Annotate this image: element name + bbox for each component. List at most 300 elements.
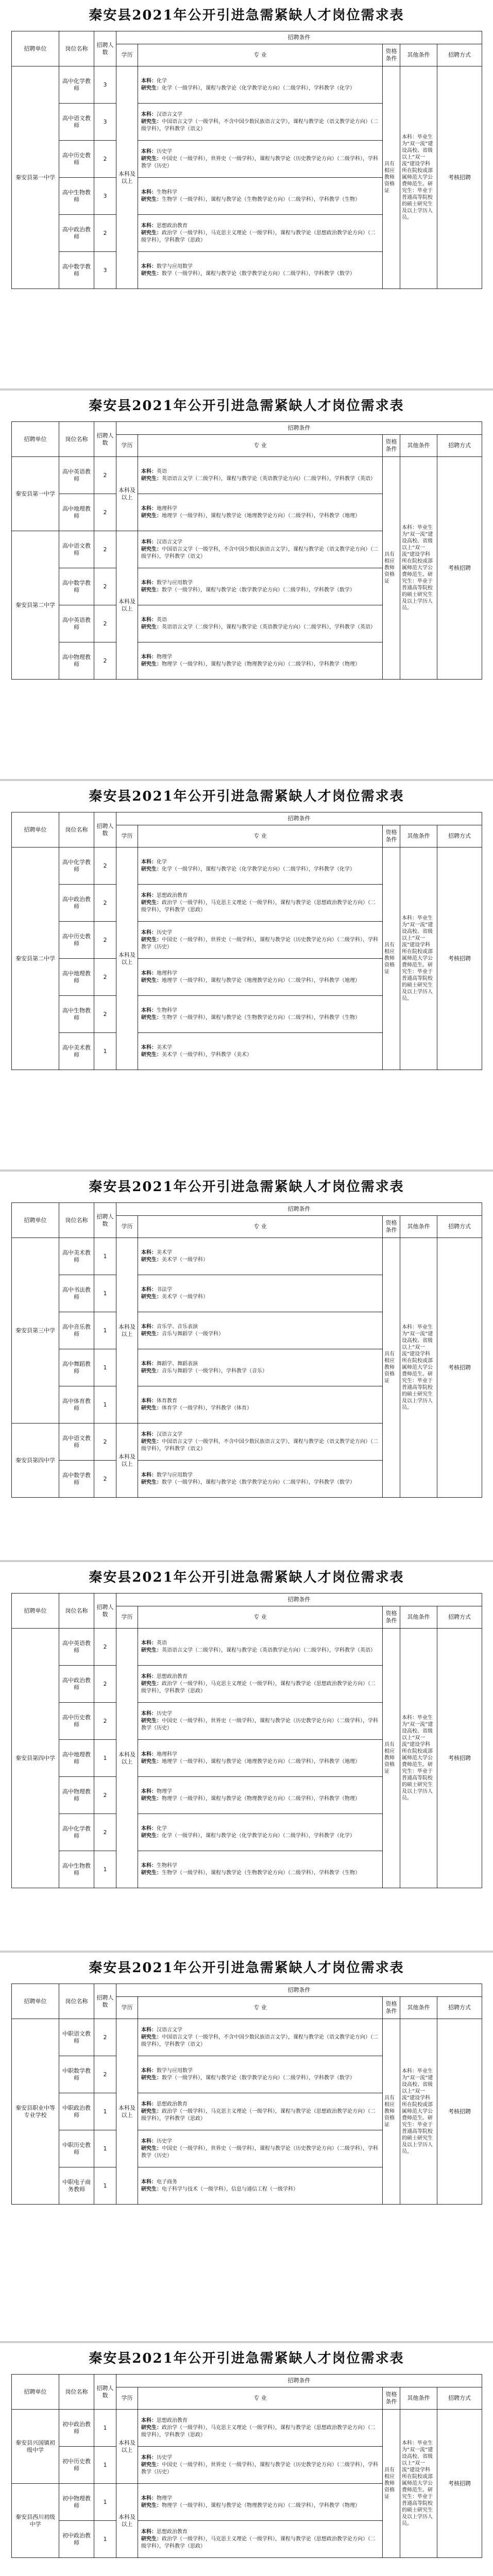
method-cell: 考核招聘 [437,848,482,1070]
header-unit: 招聘单位 [12,1594,59,1629]
post-cell: 初中政治教师 [59,2410,94,2447]
benke-label: 本科： [141,2454,157,2461]
major-cell [138,1461,383,1498]
major-cell [138,1851,383,1888]
count-cell: 1 [94,2167,116,2205]
header-unit: 招聘单位 [12,1984,59,2019]
grad-value: 化学（一级学科），课程与教学论（化学教学论方向）（二级学科），学科教学（化学） [162,85,355,91]
unit-cell: 秦安县第四中学 [12,1423,59,1498]
count-cell: 1 [94,2410,116,2447]
benke-value: 生物科学 [157,1007,177,1013]
other-cell: 本科：毕业生为“双一流”建设高校、省级以上“双一流”建设学科所在院校或部属师范大学公费师范生。研究生：毕业于普通高等院校的硕士研究生及以上学历人员。 [400,848,437,1070]
major-cell [138,1740,383,1777]
post-cell: 中职数学教师 [59,2056,94,2093]
post-cell: 高中音乐教师 [59,1312,94,1349]
benke-value: 物理学 [157,654,172,660]
post-cell: 高中数学教师 [59,252,94,289]
benke-value: 地理科学 [157,1751,177,1757]
cert-cell: 具有相应教师资格证 [383,848,400,1070]
major-cell [138,66,383,104]
table-page [0,0,493,391]
major-cell [138,1349,383,1386]
post-cell: 高中地理教师 [59,1740,94,1777]
benke-label: 本科： [141,1431,157,1437]
page-title: 秦安县2021年公开引进急需紧缺人才岗位需求表 [89,789,404,804]
benke-value: 地理科学 [157,505,177,512]
benke-value: 电子商务 [157,2179,177,2185]
grad-value: 体育学（一级学科），学科教学（体育） [162,1405,252,1411]
benke-label: 本科： [141,1007,157,1013]
major-cell [138,531,383,568]
grad-label: 研究生： [141,1833,162,1839]
header-cert: 资格条件 [383,1606,400,1629]
major-cell [138,215,383,252]
post-cell: 中职语文教师 [59,2019,94,2056]
benke-label: 本科： [141,1472,157,1478]
grad-value: 数学（一级学科），课程与教学论（数学教学论方向）（二级学科），学科教学（数学） [162,587,355,593]
major-cell [138,2093,383,2130]
benke-label: 本科： [141,223,157,229]
benke-value: 历史学 [157,2138,172,2144]
benke-value: 汉语言文学 [157,1431,182,1437]
benke-value: 美术学 [157,1044,172,1050]
benke-label: 本科： [141,1044,157,1050]
page-title: 秦安县2021年公开引进急需紧缺人才岗位需求表 [89,2351,404,2366]
header-degree: 学历 [116,825,138,848]
grad-label: 研究生： [141,2502,162,2509]
benke-label: 本科： [141,148,157,155]
header-cert: 资格条件 [383,1216,400,1238]
benke-value: 数学与应用数学 [157,2067,193,2074]
count-cell: 1 [94,2521,116,2558]
header-cert: 资格条件 [383,2387,400,2410]
benke-label: 本科： [141,2529,157,2535]
benke-label: 本科： [141,505,157,512]
other-cell: 本科：毕业生为“双一流”建设高校、省级以上“双一流”建设学科所在院校或部属师范大学公费师范生。研究生：毕业于普通高等院校的硕士研究生及以上学历人员。 [400,457,437,680]
grad-value: 电子科学与技术（一级学科），信息与通信工程（一级学科） [162,2186,298,2192]
benke-label: 本科： [141,1640,157,1646]
post-cell: 高中生物教师 [59,996,94,1033]
recruitment-table [11,2374,482,2558]
header-count: 招聘人数 [94,812,116,848]
cert-cell: 具有相应教师资格证 [383,2410,400,2558]
benke-value: 生物科学 [157,189,177,195]
count-cell: 1 [94,2093,116,2130]
major-cell [138,2521,383,2558]
count-cell: 3 [94,104,116,141]
header-post: 岗位名称 [59,1594,94,1629]
benke-value: 思想政治教育 [157,2417,188,2424]
header-unit: 招聘单位 [12,812,59,848]
major-cell [138,568,383,605]
page-title: 秦安县2021年公开引进急需紧缺人才岗位需求表 [89,8,404,23]
count-cell: 1 [94,1312,116,1349]
count-cell: 2 [94,494,116,531]
count-cell: 1 [94,2447,116,2484]
count-cell: 2 [94,2019,116,2056]
benke-value: 化学 [157,78,167,84]
count-cell: 1 [94,1349,116,1386]
grad-label: 研究生： [141,85,162,91]
header-other: 其他条件 [400,435,437,457]
benke-label: 本科： [141,1673,157,1680]
other-cell: 本科：毕业生为“双一流”建设高校、省级以上“双一流”建设学科所在院校或部属师范大学公费师范生。研究生：毕业于普通高等院校的硕士研究生及以上学历人员。 [400,1629,437,1888]
post-cell: 高中历史教师 [59,922,94,959]
grad-label: 研究生： [141,2145,162,2151]
benke-value: 物理学 [157,1788,172,1794]
major-cell [138,457,383,494]
count-cell: 1 [94,1851,116,1888]
benke-value: 英语 [157,468,167,474]
post-cell: 中职历史教师 [59,2130,94,2167]
degree-cell: 本科及以上 [116,1629,138,1888]
major-cell [138,2056,383,2093]
unit-cell: 秦安县第四中学 [12,1629,59,1888]
header-method: 招聘方式 [437,1216,482,1238]
header-conditions: 招聘条件 [116,1594,482,1606]
grad-value: 数学（一级学科），课程与教学论（数学教学论方向）（二级学科），学科教学（数学） [162,270,355,277]
grad-value: 生物学（一级学科），课程与教学论（生物教学论方向）（二级学科），学科教学（生物） [162,1870,360,1876]
header-conditions: 招聘条件 [116,422,482,435]
post-cell: 初中物理教师 [59,2484,94,2521]
recruitment-table [11,421,482,680]
major-cell [138,2410,383,2447]
grad-label: 研究生： [141,1294,162,1300]
major-cell [138,2447,383,2484]
benke-value: 思想政治教育 [157,2529,188,2535]
cert-cell: 具有相应教师资格证 [383,457,400,680]
grad-value: 美术学（一级学科） [162,1257,208,1263]
grad-label: 研究生： [141,1795,162,1802]
post-cell: 高中数学教师 [59,1461,94,1498]
header-unit: 招聘单位 [12,422,59,457]
benke-label: 本科： [141,617,157,623]
benke-value: 历史学 [157,929,172,936]
benke-label: 本科： [141,1361,157,1367]
benke-label: 本科： [141,654,157,660]
grad-value: 政治学（一级学科），马克思主义理论（一级学科），课程与教学论（思想政治教学论方向）（二级学科），学科教学（思政） [141,900,376,913]
benke-label: 本科： [141,1862,157,1869]
page-bottom-space [11,1888,482,1951]
post-cell: 高中政治教师 [59,1666,94,1703]
benke-value: 思想政治教育 [157,223,188,229]
benke-value: 历史学 [157,1710,172,1717]
degree-cell: 本科及以上 [116,848,138,1070]
header-major: 专 业 [138,1997,383,2019]
benke-value: 化学 [157,859,167,865]
count-cell: 2 [94,1629,116,1666]
header-method: 招聘方式 [437,2387,482,2410]
benke-label: 本科： [141,892,157,899]
degree-cell: 本科及以上 [116,2019,138,2205]
count-cell: 3 [94,178,116,215]
unit-cell: 秦安县职业中等专业学校 [12,2019,59,2205]
count-cell: 2 [94,959,116,996]
grad-value: 政治学（一级学科），马克思主义理论（一级学科），课程与教学论（思想政治教学论方向）（二级学科），学科教学（思政） [141,2536,376,2549]
grad-label: 研究生： [141,1870,162,1876]
header-cert: 资格条件 [383,435,400,457]
other-cell: 本科：毕业生为“双一流”建设高校、省级以上“双一流”建设学科所在院校或部属师范大学公费师范生。研究生：毕业于普通高等院校的硕士研究生及以上学历人员。 [400,2410,437,2558]
grad-value: 地理学（一级学科），课程与教学论（地理教学论方向）（二级学科），学科教学（地理） [162,1758,360,1765]
post-cell: 高中英语教师 [59,1629,94,1666]
page-title: 秦安县2021年公开引进急需紧缺人才岗位需求表 [89,398,404,414]
grad-value: 音乐与舞蹈学（一级学科） [162,1331,224,1337]
unit-cell: 秦安县西川初级中学 [12,2484,59,2558]
table-page [0,1953,493,2343]
count-cell: 1 [94,1740,116,1777]
major-cell [138,104,383,141]
benke-label: 本科： [141,2495,157,2501]
method-cell: 考核招聘 [437,1238,482,1498]
benke-label: 本科： [141,1710,157,1717]
major-cell [138,996,383,1033]
grad-value: 物理学（一级学科），课程与教学论（物理教学论方向）（二级学科），学科教学（物理） [162,661,360,667]
grad-label: 研究生： [141,1647,162,1653]
count-cell: 3 [94,252,116,289]
post-cell: 初中历史教师 [59,2447,94,2484]
benke-label: 本科： [141,78,157,84]
header-major: 专 业 [138,1606,383,1629]
benke-value: 思想政治教育 [157,2101,188,2107]
major-cell [138,959,383,996]
method-cell: 考核招聘 [437,2019,482,2205]
count-cell: 2 [94,2056,116,2093]
header-count: 招聘人数 [94,31,116,66]
header-unit: 招聘单位 [12,31,59,66]
header-cert: 资格条件 [383,44,400,66]
page-bottom-space [11,2558,482,2576]
recruitment-table [11,812,482,1070]
page-bottom-space [11,680,482,779]
post-cell: 初中政治教师 [59,2521,94,2558]
method-cell: 考核招聘 [437,1629,482,1888]
post-cell: 高中化学教师 [59,1814,94,1851]
unit-cell: 秦安县第一中学 [12,66,59,289]
grad-label: 研究生： [141,2034,162,2040]
count-cell: 1 [94,1238,116,1275]
post-cell: 高中地理教师 [59,494,94,531]
major-cell [138,141,383,178]
other-cell: 本科：毕业生为“双一流”建设高校、省级以上“双一流”建设学科所在院校或部属师范大学公费师范生。研究生：毕业于普通高等院校的硕士研究生及以上学历人员。 [400,66,437,289]
grad-value: 政治学（一级学科），马克思主义理论（一级学科），课程与教学论（思想政治教学论方向）（二级学科），学科教学（思政） [141,2425,376,2438]
header-conditions: 招聘条件 [116,1984,482,1997]
benke-label: 本科： [141,580,157,586]
major-cell [138,922,383,959]
post-cell: 高中语文教师 [59,104,94,141]
grad-label: 研究生： [141,1257,162,1263]
unit-cell: 秦安县第二中学 [12,848,59,1070]
major-cell [138,1423,383,1461]
header-major: 专 业 [138,1216,383,1238]
post-cell: 高中历史教师 [59,1703,94,1740]
benke-label: 本科： [141,263,157,269]
header-conditions: 招聘条件 [116,2375,482,2387]
grad-label: 研究生： [141,2425,162,2431]
header-other: 其他条件 [400,1997,437,2019]
count-cell: 2 [94,568,116,605]
benke-value: 数学与应用数学 [157,1472,193,1478]
grad-value: 地理学（一级学科），课程与教学论（地理教学论方向）（二级学科），学科教学（地理） [162,977,360,984]
major-cell [138,642,383,680]
count-cell: 2 [94,1423,116,1461]
major-cell [138,2167,383,2205]
header-post: 岗位名称 [59,1984,94,2019]
grad-value: 生物学（一级学科），课程与教学论（生物教学论方向）（二级学科），学科教学（生物） [162,1014,360,1021]
grad-label: 研究生： [141,661,162,667]
post-cell: 高中英语教师 [59,457,94,494]
benke-value: 汉语言文学 [157,539,182,545]
post-cell: 高中生物教师 [59,178,94,215]
major-cell [138,2019,383,2056]
benke-label: 本科： [141,859,157,865]
count-cell: 2 [94,642,116,680]
post-cell: 高中化学教师 [59,848,94,885]
count-cell: 2 [94,922,116,959]
grad-label: 研究生： [141,1718,162,1724]
grad-label: 研究生： [141,476,162,482]
benke-label: 本科： [141,2067,157,2074]
benke-value: 汉语言文学 [157,2027,182,2033]
benke-value: 英语 [157,1640,167,1646]
benke-label: 本科： [141,2027,157,2033]
table-page [0,781,493,1172]
header-post: 岗位名称 [59,422,94,457]
count-cell: 2 [94,1461,116,1498]
major-cell [138,1386,383,1423]
header-method: 招聘方式 [437,44,482,66]
post-cell: 高中语文教师 [59,1423,94,1461]
benke-label: 本科： [141,1751,157,1757]
count-cell: 3 [94,66,116,104]
header-other: 其他条件 [400,1216,437,1238]
degree-cell: 本科及以上 [116,1238,138,1423]
grad-value: 英语语言文学（二级学科），课程与教学论（英语教学论方向）（二级学科），学科教学（英语） [162,476,376,482]
major-cell [138,1312,383,1349]
grad-value: 中国史（一级学科），世界史（一级学科），课程与教学论（历史教学论方向）（二级学科），学科教学（历史） [141,1718,378,1731]
other-cell: 本科：毕业生为“双一流”建设高校、省级以上“双一流”建设学科所在院校或部属师范大学公费师范生。研究生：毕业于普通高等院校的硕士研究生及以上学历人员。 [400,2019,437,2205]
post-cell: 高中数学教师 [59,568,94,605]
count-cell: 2 [94,1666,116,1703]
post-cell: 高中政治教师 [59,215,94,252]
benke-label: 本科： [141,2138,157,2144]
count-cell: 2 [94,1703,116,1740]
benke-value: 历史学 [157,148,172,155]
count-cell: 2 [94,1814,116,1851]
major-cell [138,1777,383,1814]
header-method: 招聘方式 [437,1606,482,1629]
page-bottom-space [11,289,482,388]
header-other: 其他条件 [400,44,437,66]
count-cell: 2 [94,457,116,494]
header-method: 招聘方式 [437,1997,482,2019]
header-conditions: 招聘条件 [116,812,482,825]
degree-cell: 本科及以上 [116,2410,138,2484]
count-cell: 2 [94,141,116,178]
table-row [12,1238,482,1275]
header-degree: 学历 [116,435,138,457]
benke-label: 本科： [141,2179,157,2185]
grad-label: 研究生： [141,546,162,552]
benke-value: 数学与应用数学 [157,263,193,269]
count-cell: 1 [94,1275,116,1312]
post-cell: 中职政治教师 [59,2093,94,2130]
grad-value: 中国语言文学（一级学科，不含中国少数民族语言文学），课程与教学论（语文教学论方向）（二级学科），学科教学（语文） [141,1438,378,1452]
header-method: 招聘方式 [437,825,482,848]
grad-label: 研究生： [141,270,162,277]
method-cell: 考核招聘 [437,66,482,289]
benke-label: 本科： [141,1398,157,1404]
degree-cell: 本科及以上 [116,457,138,531]
major-cell [138,1629,383,1666]
grad-label: 研究生： [141,2462,162,2468]
header-major: 专 业 [138,2387,383,2410]
grad-value: 中国史（一级学科），世界史（一级学科），课程与教学论（历史教学论方向）（二级学科），学科教学（历史） [141,2145,378,2159]
header-post: 岗位名称 [59,31,94,66]
cert-cell: 具有相应教师资格证 [383,66,400,289]
benke-value: 音乐学、音乐表演 [157,1324,198,1330]
grad-label: 研究生： [141,937,162,943]
header-cert: 资格条件 [383,1997,400,2019]
post-cell: 高中历史教师 [59,141,94,178]
grad-value: 地理学（一级学科），课程与教学论（地理教学论方向）（二级学科），学科教学（地理） [162,513,360,519]
grad-value: 中国史（一级学科），世界史（一级学科），课程与教学论（历史教学论方向）（二级学科），学科教学（历史） [141,156,378,169]
benke-label: 本科： [141,111,157,117]
degree-cell: 本科及以上 [116,2484,138,2558]
recruitment-table [11,31,482,289]
page-title: 秦安县2021年公开引进急需紧缺人才岗位需求表 [89,1179,404,1195]
major-cell [138,885,383,922]
benke-label: 本科： [141,970,157,976]
grad-value: 美术学（一级学科） [162,1294,208,1300]
table-row [12,848,482,885]
table-page [0,2343,493,2576]
unit-cell: 秦安县第三中学 [12,1238,59,1423]
benke-value: 汉语言文学 [157,111,182,117]
grad-label: 研究生： [141,1331,162,1337]
grad-value: 政治学（一级学科），马克思主义理论（一级学科），课程与教学论（思想政治教学论方向）（二级学科），学科教学（思政） [141,2108,376,2122]
post-cell: 高中物理教师 [59,1777,94,1814]
major-cell [138,178,383,215]
benke-value: 体育教育 [157,1398,177,1404]
major-cell [138,848,383,885]
benke-label: 本科： [141,1324,157,1330]
grad-label: 研究生： [141,1681,162,1687]
grad-value: 中国史（一级学科），世界史（一级学科），课程与教学论（历史教学论方向）（二级学科），学科教学（历史） [141,2462,378,2475]
major-cell [138,252,383,289]
table-row [12,2410,482,2447]
post-cell: 高中物理教师 [59,642,94,680]
benke-label: 本科： [141,1249,157,1256]
grad-label: 研究生： [141,624,162,630]
major-cell [138,494,383,531]
grad-value: 化学（一级学科），课程与教学论（化学教学论方向）（二级学科），学科教学（化学） [162,866,355,872]
grad-value: 物理学（一级学科），课程与教学论（物理教学论方向）（二级学科），学科教学（物理） [162,2502,360,2509]
benke-label: 本科： [141,1825,157,1832]
grad-label: 研究生： [141,1405,162,1411]
table-page [0,391,493,781]
header-cert: 资格条件 [383,825,400,848]
page-title: 秦安县2021年公开引进急需紧缺人才岗位需求表 [89,1570,404,1585]
header-post: 岗位名称 [59,2375,94,2410]
benke-label: 本科： [141,1788,157,1794]
benke-label: 本科： [141,539,157,545]
post-cell: 高中舞蹈教师 [59,1349,94,1386]
post-cell: 高中英语教师 [59,605,94,642]
grad-value: 中国语言文学（一级学科，不含中国少数民族语言文学），课程与教学论（语文教学论方向）（二级学科），学科教学（语文） [141,546,378,560]
major-cell [138,1703,383,1740]
grad-label: 研究生： [141,230,162,236]
grad-label: 研究生： [141,1014,162,1021]
